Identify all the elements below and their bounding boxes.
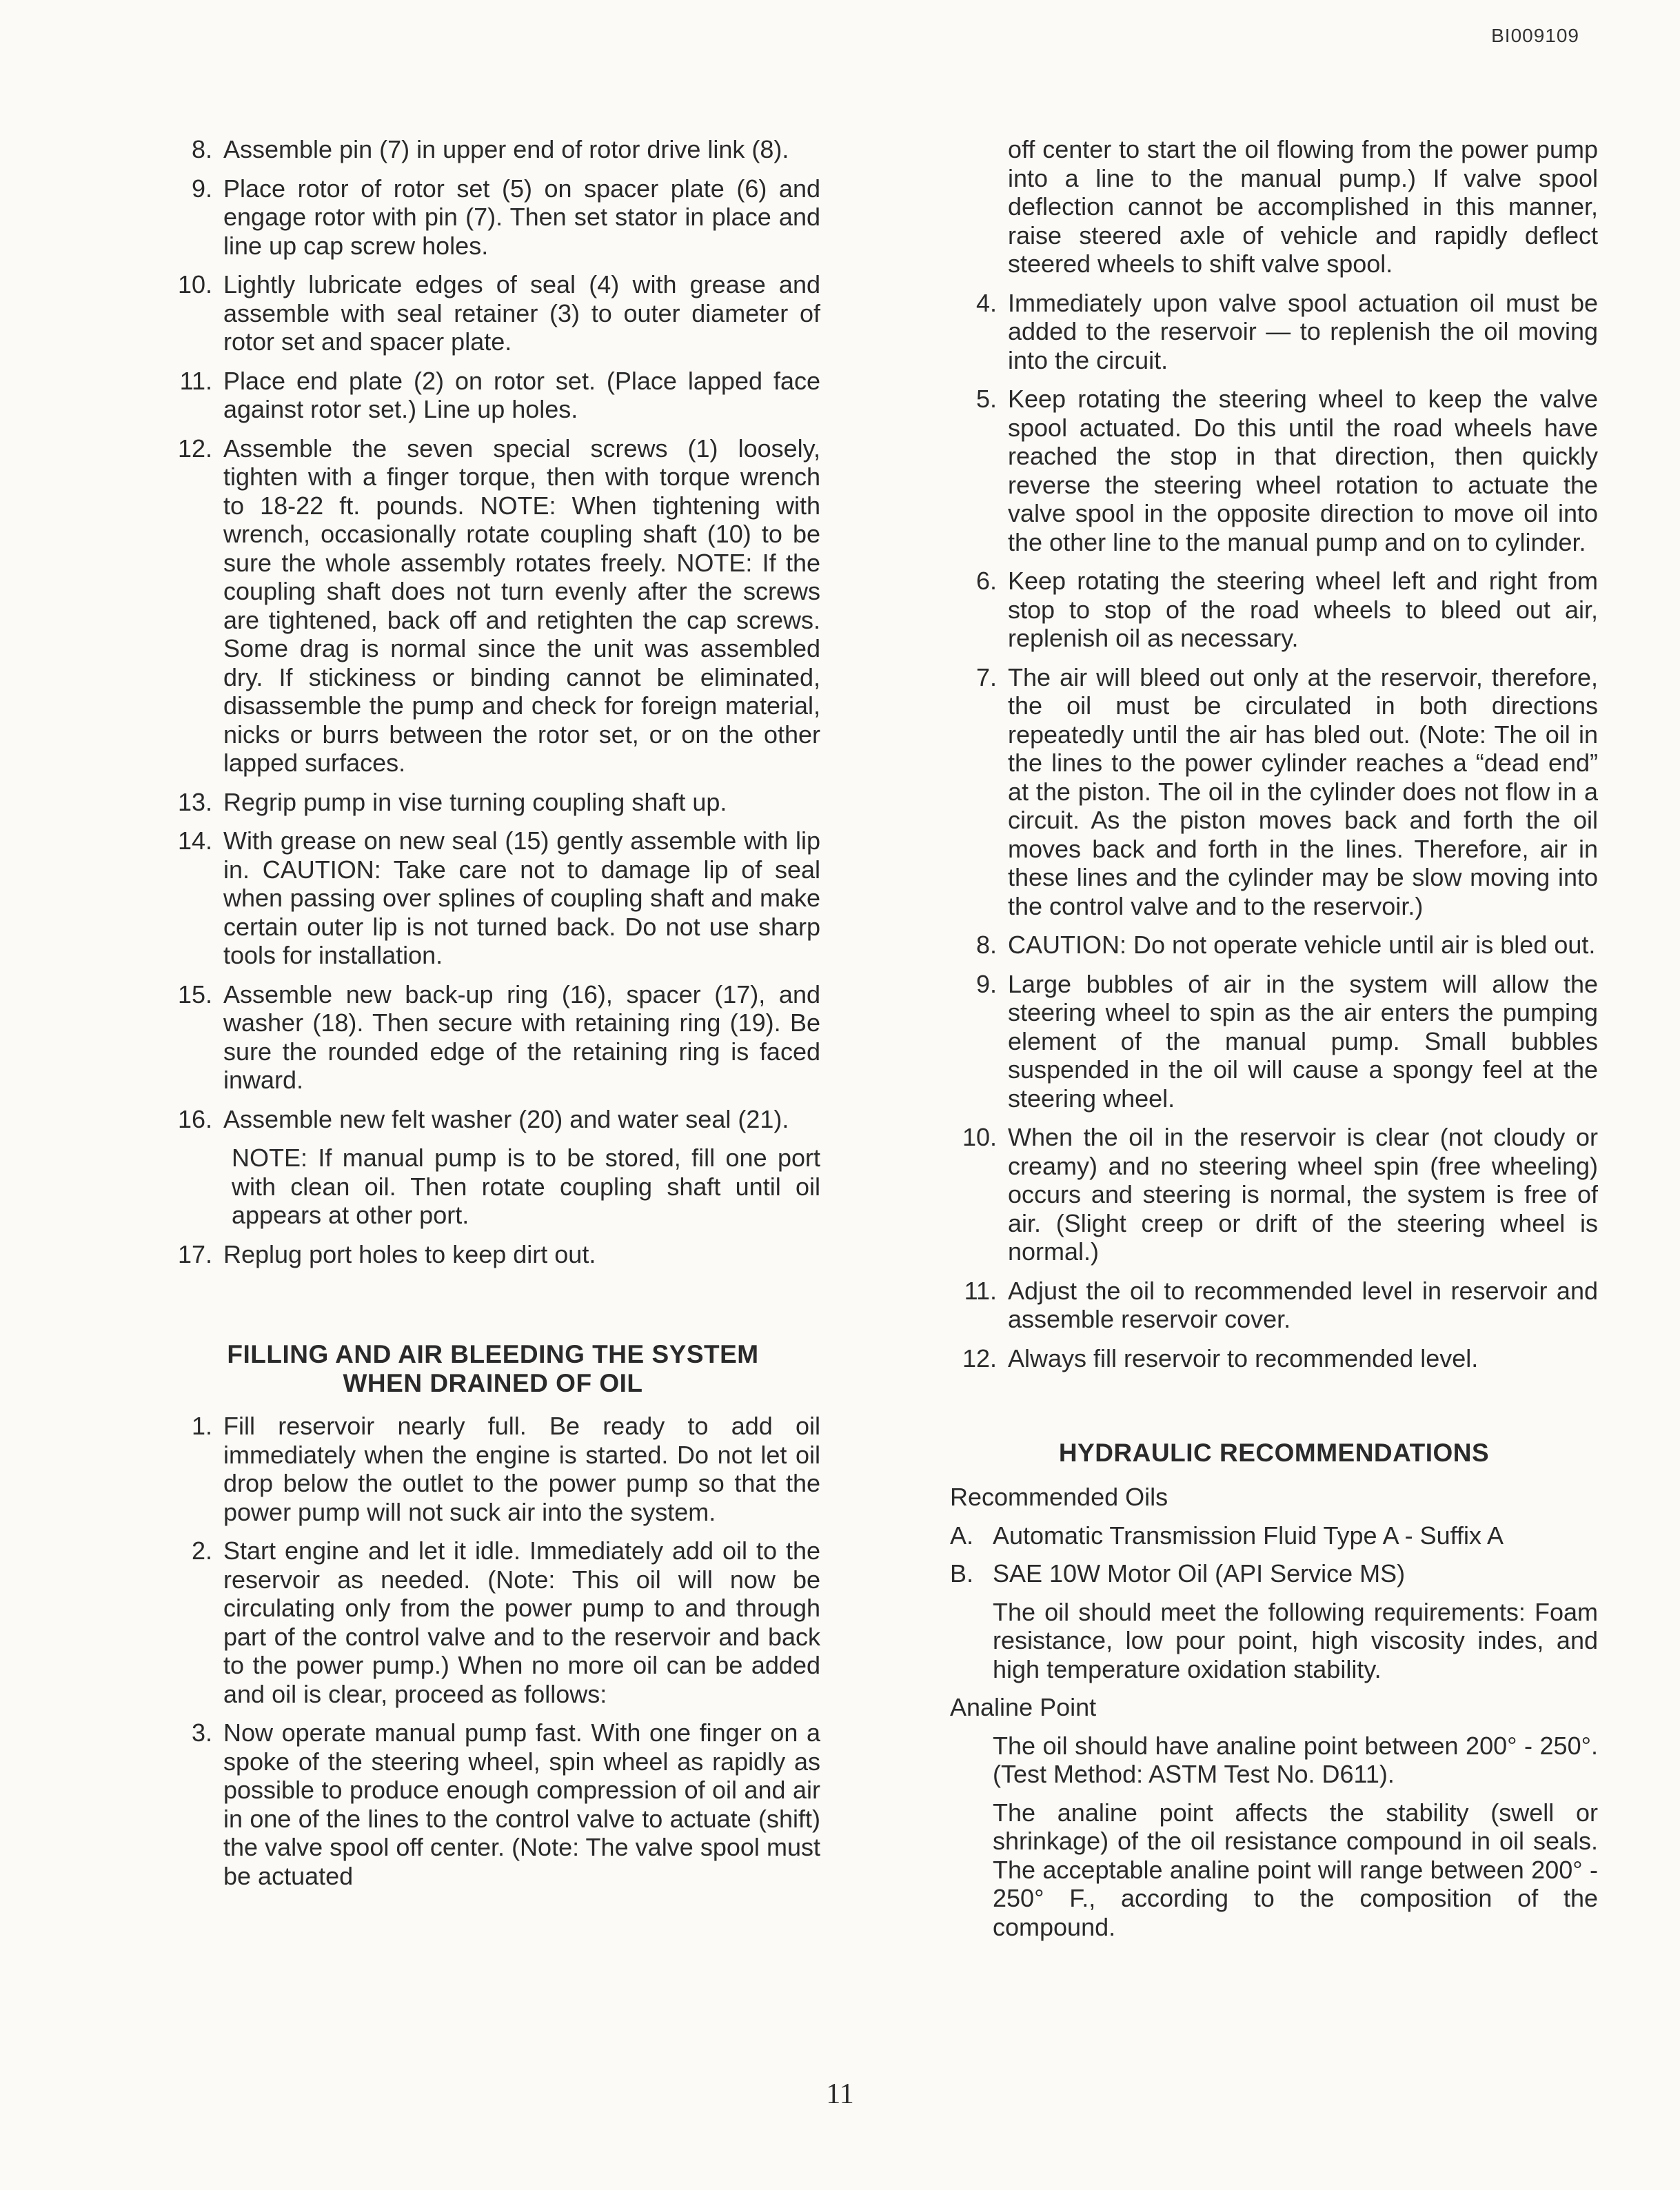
step-number: 12. [177,434,212,463]
step-text: Lightly lubricate edges of seal (4) with grease and assemble with seal retainer (3) to outer diameter of rotor set and spacer plate. [223,270,820,356]
step-text: Large bubbles of air in the system will allow the steering wheel to spin as the air enters the pumping element of the manual pump. Small bubbles suspended in the oil will cause a spongy feel at the steering wheel. [1008,969,1598,1113]
filling-step-item [950,289,1598,375]
step-text: The air will bleed out only at the reservoir, therefore, the oil must be circulated in both directions repeatedly until the air has bled out. (Note: The oil in the lines to the power cylinder reaches a “dead end” at the piston. The oil in the cylinder does not flow in a circuit. As the piston moves back and forth the oil moves back and forth in the lines. Therefore, air in these lines and the cylinder may be slow moving into the control valve and to the reservoir.) [1008,662,1598,920]
filling-step-item [950,567,1598,653]
step-number: 3. [191,1718,212,1747]
step-number: 2. [191,1537,212,1565]
step-text: CAUTION: Do not operate vehicle until air is bled out. [1008,931,1596,959]
filling-step-item [950,663,1598,921]
oil-letter: A. [950,1521,974,1550]
filling-step-item [950,1123,1598,1266]
filling-step-item [950,1344,1598,1373]
step-text: Place rotor of rotor set (5) on spacer plate (6) and engage rotor with pin (7). Then set stator in place and line up cap screw holes. [223,174,820,260]
filling-step-item [950,970,1598,1113]
step-number: 8. [191,135,212,163]
filling-title-line-2: WHEN DRAINED OF OIL [343,1369,643,1397]
filling-step-item [165,1718,820,1890]
step-number: 4. [975,288,997,317]
step-number: 6. [975,567,997,595]
step-item [165,270,820,356]
oil-requirements-text: The oil should meet the following requirements: Foam resistance, low pour point, high viscosity indes, and high temperature oxidation stability. [993,1597,1598,1683]
step-text: Now operate manual pump fast. With one finger on a spoke of the steering wheel, spin wheel as rapidly as possible to produce enough compression of oil and air in one of the lines to the control valve to actuate (shift) the valve spool off center. (Note: The valve spool must be actuated [223,1718,820,1890]
step-number: 8. [975,931,997,959]
step-text: Immediately upon valve spool actuation oil must be added to the reservoir — to replenish the oil moving into the circuit. [1008,288,1598,374]
step-number: 11. [964,1276,997,1305]
step-number: 10. [177,270,212,298]
document-id: BI009109 [1491,25,1579,46]
recommended-oils-label: Recommended Oils [950,1483,1168,1511]
step-number: 17. [177,1239,212,1268]
storage-note: NOTE: If manual pump is to be stored, fill one port with clean oil. Then rotate coupling shaft until oil appears at other port. [232,1144,820,1229]
analine-text-1: The oil should have analine point between 200° - 250°. (Test Method: ASTM Test No. D611). [993,1731,1598,1788]
filling-step-item [165,1537,820,1708]
left-column [165,135,820,1900]
step-text: Place end plate (2) on rotor set. (Place lapped face against rotor set.) Line up holes. [223,366,820,423]
right-column [950,135,1598,1951]
oil-item [950,1559,1598,1588]
step-text: Keep rotating the steering wheel to keep the valve spool actuated. Do this until the road wheels have reached the stop in that direction, then quickly reverse the steering wheel rotation to actuate the valve spool in the opposite direction to move oil into the other line to the manual pump and on to cylinder. [1008,385,1598,556]
step-number: 12. [962,1344,997,1372]
step-text: Always fill reservoir to recommended level. [1008,1344,1479,1372]
step-number: 1. [191,1412,212,1440]
filling-title-line-1: FILLING AND AIR BLEEDING THE SYSTEM [227,1340,759,1368]
step-item [165,1105,820,1134]
filling-section-title [165,1340,820,1398]
oil-text: SAE 10W Motor Oil (API Service MS) [993,1559,1406,1588]
analine-text-2: The analine point affects the stability (swell or shrinkage) of the oil resistance compound in oil seals. The acceptable analine point will range between 200° - 250° F., according to the composition of the compound. [993,1798,1598,1941]
oil-text: Automatic Transmission Fluid Type A - Suffix A [993,1521,1504,1550]
step-text: Replug port holes to keep dirt out. [223,1239,596,1268]
step-item [165,434,820,778]
step-number: 16. [177,1104,212,1133]
step-text: Assemble new felt washer (20) and water seal (21). [223,1104,789,1133]
continuation-item [950,135,1598,278]
step-item [165,135,820,164]
step-number: 11. [179,366,212,395]
filling-step-item [950,385,1598,556]
step-text: Assemble the seven special screws (1) loosely, tighten with a finger torque, then with torque wrench to 18-22 ft. pounds. NOTE: When tightening with wrench, occasionally rotate coupling shaft (10) to be sure the whole assembly rotates freely. NOTE: If the coupling shaft does not turn evenly after the screws are tightened, back off and retighten the cap screws. Some drag is normal since the unit was assembled dry. If stickiness or binding cannot be eliminated, disassemble the pump and check for foreign material, nicks or burrs between the rotor set, or on the other lapped surfaces. [223,434,820,777]
analine-point-label: Analine Point [950,1693,1097,1721]
step-text: Assemble pin (7) in upper end of rotor drive link (8). [223,135,789,163]
step-number: 5. [975,385,997,413]
filling-step-item [165,1412,820,1526]
oil-letter: B. [950,1559,974,1588]
step-text: With grease on new seal (15) gently assemble with lip in. CAUTION: Take care not to damage lip of seal when passing over splines of coupling shaft and make certain outer lip is not turned back. Do not use sharp tools for installation. [223,827,820,969]
step-text: Start engine and let it idle. Immediately add oil to the reservoir as needed. (Note: This oil will now be circulating only from the power pump to and through part of the control valve and to the reservoir and back to the power pump.) When no more oil can be added and oil is clear, proceed as follows: [223,1537,820,1708]
step-text: Fill reservoir nearly full. Be ready to add oil immediately when the engine is started. Do not let oil drop below the outlet to the power pump so that the power pump will not suck air into the system. [223,1412,820,1526]
filling-step-item [950,931,1598,960]
step-text: Keep rotating the steering wheel left and right from stop to stop of the road wheels to bleed out air, replenish oil as necessary. [1008,567,1598,652]
step-3-continuation: off center to start the oil flowing from the power pump into a line to the manual pump.) If valve spool deflection cannot be accomplished in this manner, raise steered axle of vehicle and rapidly deflect steered wheels to shift valve spool. [1008,135,1598,278]
step-number: 15. [177,980,212,1008]
step-item [165,1240,820,1269]
step-number: 9. [191,174,212,203]
step-text: When the oil in the reservoir is clear (not cloudy or creamy) and no steering wheel spin (free wheeling) occurs and steering is normal, the system is free of air. (Slight creep or drift of the steering wheel is normal.) [1008,1123,1598,1266]
step-number: 10. [962,1123,997,1151]
step-item [165,174,820,261]
page-number: 11 [826,2078,854,2110]
step-number: 7. [975,662,997,691]
hydraulic-section-title: HYDRAULIC RECOMMENDATIONS [1058,1439,1490,1467]
step-number: 13. [177,787,212,816]
step-text: Assemble new back-up ring (16), spacer (17), and washer (18). Then secure with retaining ring (19). Be sure the rounded edge of the retaining ring is faced inward. [223,980,820,1094]
step-item [165,980,820,1095]
step-item [165,788,820,817]
step-text: Regrip pump in vise turning coupling shaft up. [223,787,727,816]
step-item [165,827,820,970]
filling-step-item [950,1277,1598,1334]
step-number: 9. [975,969,997,998]
oil-item [950,1521,1598,1550]
step-number: 14. [177,827,212,855]
step-item [165,367,820,424]
step-text: Adjust the oil to recommended level in reservoir and assemble reservoir cover. [1008,1276,1598,1333]
